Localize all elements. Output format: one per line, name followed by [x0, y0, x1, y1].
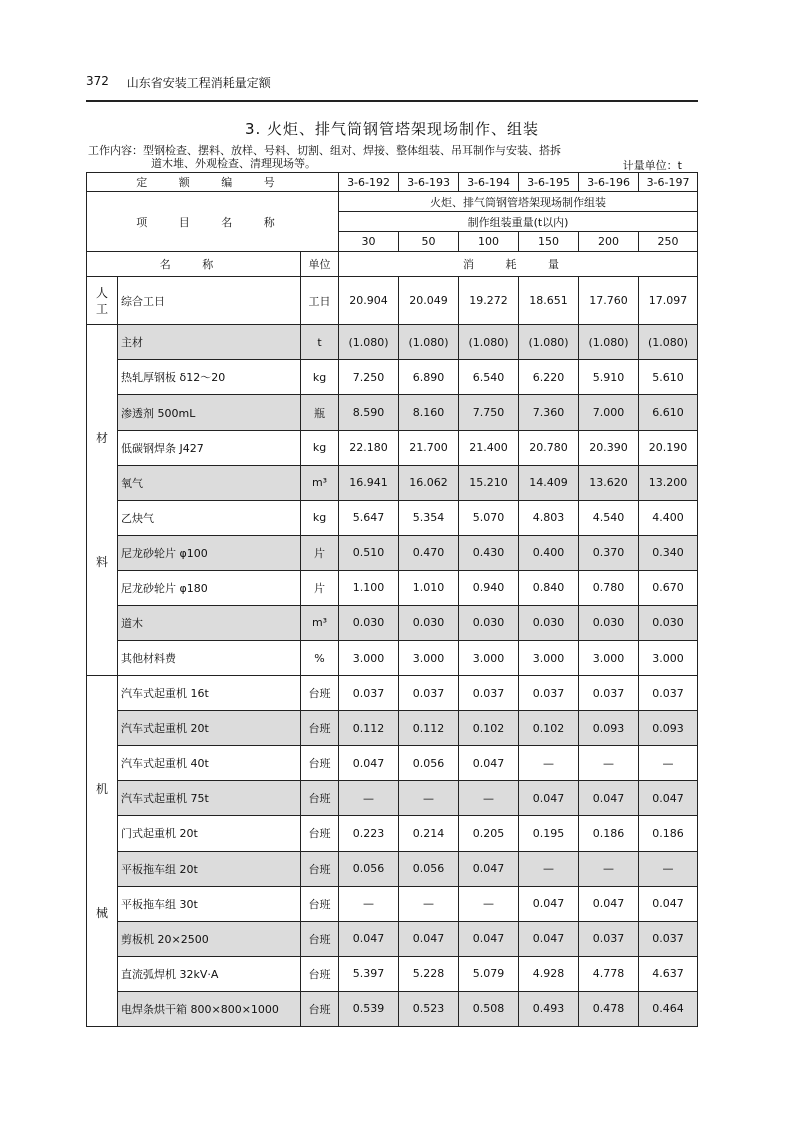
group-char: 材	[95, 431, 108, 446]
row-value: 0.037	[639, 921, 698, 956]
page-number: 372	[86, 74, 109, 88]
row-value: 20.780	[519, 430, 579, 465]
row-value: 0.037	[519, 676, 579, 711]
row-value: 20.190	[639, 430, 698, 465]
row-unit: kg	[301, 500, 339, 535]
row-value: 0.102	[459, 711, 519, 746]
row-value: 0.047	[579, 886, 639, 921]
table-row	[87, 886, 698, 921]
row-unit: 台班	[301, 886, 339, 921]
row-value: —	[519, 746, 579, 781]
row-value: 0.102	[519, 711, 579, 746]
row-value: 0.523	[399, 991, 459, 1026]
row-value: 0.510	[339, 535, 399, 570]
row-value: —	[579, 851, 639, 886]
row-value: 0.056	[339, 851, 399, 886]
row-value: —	[519, 851, 579, 886]
row-value: 5.647	[339, 500, 399, 535]
row-value: (1.080)	[579, 325, 639, 360]
row-value: 6.890	[399, 360, 459, 395]
row-name: 主材	[118, 325, 301, 360]
row-value: —	[459, 886, 519, 921]
row-value: 5.397	[339, 956, 399, 991]
row-value: 0.030	[519, 605, 579, 640]
row-value: 0.047	[339, 921, 399, 956]
row-value: 0.093	[639, 711, 698, 746]
row-value: 4.778	[579, 956, 639, 991]
row-value: (1.080)	[639, 325, 698, 360]
row-value: —	[579, 746, 639, 781]
row-value: 17.760	[579, 277, 639, 325]
row-unit: m³	[301, 605, 339, 640]
row-value: —	[339, 886, 399, 921]
quota-code-row	[87, 173, 698, 192]
row-value: 0.037	[579, 676, 639, 711]
group-label-labor	[87, 277, 118, 325]
table-row	[87, 570, 698, 605]
row-name: 道木	[118, 605, 301, 640]
weight-value: 50	[399, 232, 459, 252]
row-value: 16.941	[339, 465, 399, 500]
group-label-material	[87, 325, 118, 676]
row-value: 0.047	[639, 886, 698, 921]
row-value: 13.200	[639, 465, 698, 500]
work-content-label: 工作内容：	[88, 144, 143, 157]
row-name: 其他材料费	[118, 641, 301, 676]
row-name: 平板拖车组 20t	[118, 851, 301, 886]
row-value: 5.079	[459, 956, 519, 991]
row-unit: 台班	[301, 991, 339, 1026]
row-value: 6.220	[519, 360, 579, 395]
row-value: (1.080)	[459, 325, 519, 360]
row-value: 8.160	[399, 395, 459, 430]
group-label-machine	[87, 676, 118, 1027]
item-subtitle: 制作组装重量(t以内)	[339, 212, 698, 232]
row-value: 5.228	[399, 956, 459, 991]
row-value: 5.910	[579, 360, 639, 395]
table-row	[87, 325, 698, 360]
group-char: 料	[95, 555, 108, 570]
row-unit: 台班	[301, 956, 339, 991]
row-value: 14.409	[519, 465, 579, 500]
row-name: 热轧厚钢板 δ12～20	[118, 360, 301, 395]
row-value: —	[399, 886, 459, 921]
row-value: 20.390	[579, 430, 639, 465]
row-value: 0.780	[579, 570, 639, 605]
row-name: 电焊条烘干箱 800×800×1000	[118, 991, 301, 1026]
table-row	[87, 956, 698, 991]
row-value: 4.928	[519, 956, 579, 991]
column-name-header: 名 称	[87, 252, 301, 277]
row-value: 0.670	[639, 570, 698, 605]
group-char: 械	[95, 906, 108, 921]
row-value: 0.430	[459, 535, 519, 570]
row-value: 0.093	[579, 711, 639, 746]
row-value: 17.097	[639, 277, 698, 325]
row-value: (1.080)	[519, 325, 579, 360]
group-char: 工	[95, 301, 108, 316]
row-unit: t	[301, 325, 339, 360]
row-name: 剪板机 20×2500	[118, 921, 301, 956]
row-value: 19.272	[459, 277, 519, 325]
row-value: 0.214	[399, 816, 459, 851]
row-unit: 台班	[301, 711, 339, 746]
row-value: 3.000	[399, 641, 459, 676]
column-consumption-header: 消 耗 量	[339, 252, 698, 277]
row-value: 22.180	[339, 430, 399, 465]
section-title: 3. 火炬、排气筒钢管塔架现场制作、组装	[244, 120, 540, 138]
column-header-row	[87, 252, 698, 277]
row-value: 1.100	[339, 570, 399, 605]
row-value: 0.370	[579, 535, 639, 570]
row-value: 0.186	[579, 816, 639, 851]
table-row	[87, 395, 698, 430]
quota-code: 3-6-197	[639, 173, 698, 192]
row-value: 0.030	[579, 605, 639, 640]
row-value: 8.590	[339, 395, 399, 430]
quota-code: 3-6-192	[339, 173, 399, 192]
row-value: 6.540	[459, 360, 519, 395]
row-unit: 台班	[301, 921, 339, 956]
quota-code: 3-6-194	[459, 173, 519, 192]
weight-value: 250	[639, 232, 698, 252]
row-value: 4.637	[639, 956, 698, 991]
row-value: 5.070	[459, 500, 519, 535]
row-value: —	[639, 746, 698, 781]
row-value: 0.112	[399, 711, 459, 746]
row-unit: 台班	[301, 816, 339, 851]
row-value: (1.080)	[339, 325, 399, 360]
row-value: 3.000	[519, 641, 579, 676]
table-row	[87, 360, 698, 395]
column-unit-header: 单位	[301, 252, 339, 277]
row-value: 4.803	[519, 500, 579, 535]
row-name: 直流弧焊机 32kV·A	[118, 956, 301, 991]
row-name: 尼龙砂轮片 φ100	[118, 535, 301, 570]
row-value: 0.940	[459, 570, 519, 605]
weight-value: 100	[459, 232, 519, 252]
table-row	[87, 465, 698, 500]
table-row	[87, 851, 698, 886]
row-value: 1.010	[399, 570, 459, 605]
row-name: 低碳钢焊条 J427	[118, 430, 301, 465]
row-value: 0.186	[639, 816, 698, 851]
quota-table	[86, 172, 698, 1027]
row-value: 0.030	[399, 605, 459, 640]
table-row	[87, 500, 698, 535]
row-unit: 台班	[301, 746, 339, 781]
row-value: 7.250	[339, 360, 399, 395]
row-value: 0.400	[519, 535, 579, 570]
row-name: 汽车式起重机 75t	[118, 781, 301, 816]
row-value: 0.037	[639, 676, 698, 711]
row-value: 0.037	[339, 676, 399, 711]
table-row	[87, 605, 698, 640]
table-row	[87, 535, 698, 570]
row-unit: 瓶	[301, 395, 339, 430]
row-value: 3.000	[339, 641, 399, 676]
row-value: 0.037	[399, 676, 459, 711]
row-value: 15.210	[459, 465, 519, 500]
item-title-row	[87, 192, 698, 212]
table-row	[87, 746, 698, 781]
row-unit: 片	[301, 535, 339, 570]
item-name-label: 项 目 名 称	[87, 192, 339, 252]
unit-note: 计量单位：t	[622, 159, 682, 172]
work-content-line2: 道木堆、外观检查、清理现场等。	[151, 157, 316, 170]
weight-value: 30	[339, 232, 399, 252]
row-value: —	[639, 851, 698, 886]
row-unit: 工日	[301, 277, 339, 325]
quota-code: 3-6-196	[579, 173, 639, 192]
row-name: 尼龙砂轮片 φ180	[118, 570, 301, 605]
row-name: 综合工日	[118, 277, 301, 325]
row-value: 0.047	[459, 851, 519, 886]
row-value: 0.470	[399, 535, 459, 570]
weight-value: 150	[519, 232, 579, 252]
row-value: 0.205	[459, 816, 519, 851]
row-value: 0.047	[339, 746, 399, 781]
row-name: 乙炔气	[118, 500, 301, 535]
row-value: 7.360	[519, 395, 579, 430]
row-value: 3.000	[639, 641, 698, 676]
row-value: 0.056	[399, 851, 459, 886]
quota-no-label: 定 额 编 号	[87, 173, 339, 192]
table-row	[87, 676, 698, 711]
row-value: 0.047	[459, 746, 519, 781]
row-name: 平板拖车组 30t	[118, 886, 301, 921]
row-unit: kg	[301, 360, 339, 395]
row-value: 0.478	[579, 991, 639, 1026]
item-title: 火炬、排气筒钢管塔架现场制作组装	[339, 192, 698, 212]
row-value: 0.030	[639, 605, 698, 640]
row-value: 0.030	[459, 605, 519, 640]
table-row	[87, 641, 698, 676]
work-content-line1: 型钢检查、摆料、放样、号料、切割、组对、焊接、整体组装、吊耳制作与安装、搭拆	[143, 144, 561, 157]
row-unit: 台班	[301, 851, 339, 886]
row-value: 0.047	[399, 921, 459, 956]
group-char: 人	[95, 285, 108, 300]
row-name: 渗透剂 500mL	[118, 395, 301, 430]
row-unit: %	[301, 641, 339, 676]
row-unit: kg	[301, 430, 339, 465]
row-name: 汽车式起重机 16t	[118, 676, 301, 711]
row-unit: 片	[301, 570, 339, 605]
row-value: 7.000	[579, 395, 639, 430]
row-value: 5.610	[639, 360, 698, 395]
table-row	[87, 430, 698, 465]
row-value: 4.400	[639, 500, 698, 535]
row-value: 0.223	[339, 816, 399, 851]
row-value: —	[339, 781, 399, 816]
row-value: 6.610	[639, 395, 698, 430]
row-value: (1.080)	[399, 325, 459, 360]
row-value: 0.508	[459, 991, 519, 1026]
row-value: 0.056	[399, 746, 459, 781]
row-value: 5.354	[399, 500, 459, 535]
weight-value: 200	[579, 232, 639, 252]
row-value: 3.000	[579, 641, 639, 676]
row-value: 0.539	[339, 991, 399, 1026]
row-value: 0.112	[339, 711, 399, 746]
table-row	[87, 991, 698, 1026]
row-value: 4.540	[579, 500, 639, 535]
row-value: 0.840	[519, 570, 579, 605]
page-header	[86, 74, 698, 102]
table-row	[87, 711, 698, 746]
row-value: 21.700	[399, 430, 459, 465]
row-value: 18.651	[519, 277, 579, 325]
row-unit: 台班	[301, 676, 339, 711]
row-unit: 台班	[301, 781, 339, 816]
row-value: 0.340	[639, 535, 698, 570]
row-value: 0.047	[519, 921, 579, 956]
row-value: —	[399, 781, 459, 816]
quota-code: 3-6-195	[519, 173, 579, 192]
row-value: 0.037	[579, 921, 639, 956]
row-value: 0.464	[639, 991, 698, 1026]
table-row	[87, 816, 698, 851]
row-value: 16.062	[399, 465, 459, 500]
row-value: 0.047	[459, 921, 519, 956]
row-value: 0.493	[519, 991, 579, 1026]
row-name: 氧气	[118, 465, 301, 500]
row-name: 汽车式起重机 20t	[118, 711, 301, 746]
quota-code: 3-6-193	[399, 173, 459, 192]
row-value: 0.047	[519, 781, 579, 816]
row-value: 0.047	[579, 781, 639, 816]
row-value: 0.047	[639, 781, 698, 816]
row-name: 汽车式起重机 40t	[118, 746, 301, 781]
book-title: 山东省安装工程消耗量定额	[126, 76, 271, 90]
row-value: 21.400	[459, 430, 519, 465]
work-content	[88, 144, 698, 170]
row-value: —	[459, 781, 519, 816]
row-value: 0.037	[459, 676, 519, 711]
row-value: 20.904	[339, 277, 399, 325]
row-value: 7.750	[459, 395, 519, 430]
row-value: 20.049	[399, 277, 459, 325]
row-name: 门式起重机 20t	[118, 816, 301, 851]
row-value: 3.000	[459, 641, 519, 676]
row-unit: m³	[301, 465, 339, 500]
row-value: 0.047	[519, 886, 579, 921]
table-row	[87, 781, 698, 816]
group-char: 机	[95, 782, 108, 797]
table-row	[87, 277, 698, 325]
row-value: 13.620	[579, 465, 639, 500]
row-value: 0.030	[339, 605, 399, 640]
table-row	[87, 921, 698, 956]
row-value: 0.195	[519, 816, 579, 851]
